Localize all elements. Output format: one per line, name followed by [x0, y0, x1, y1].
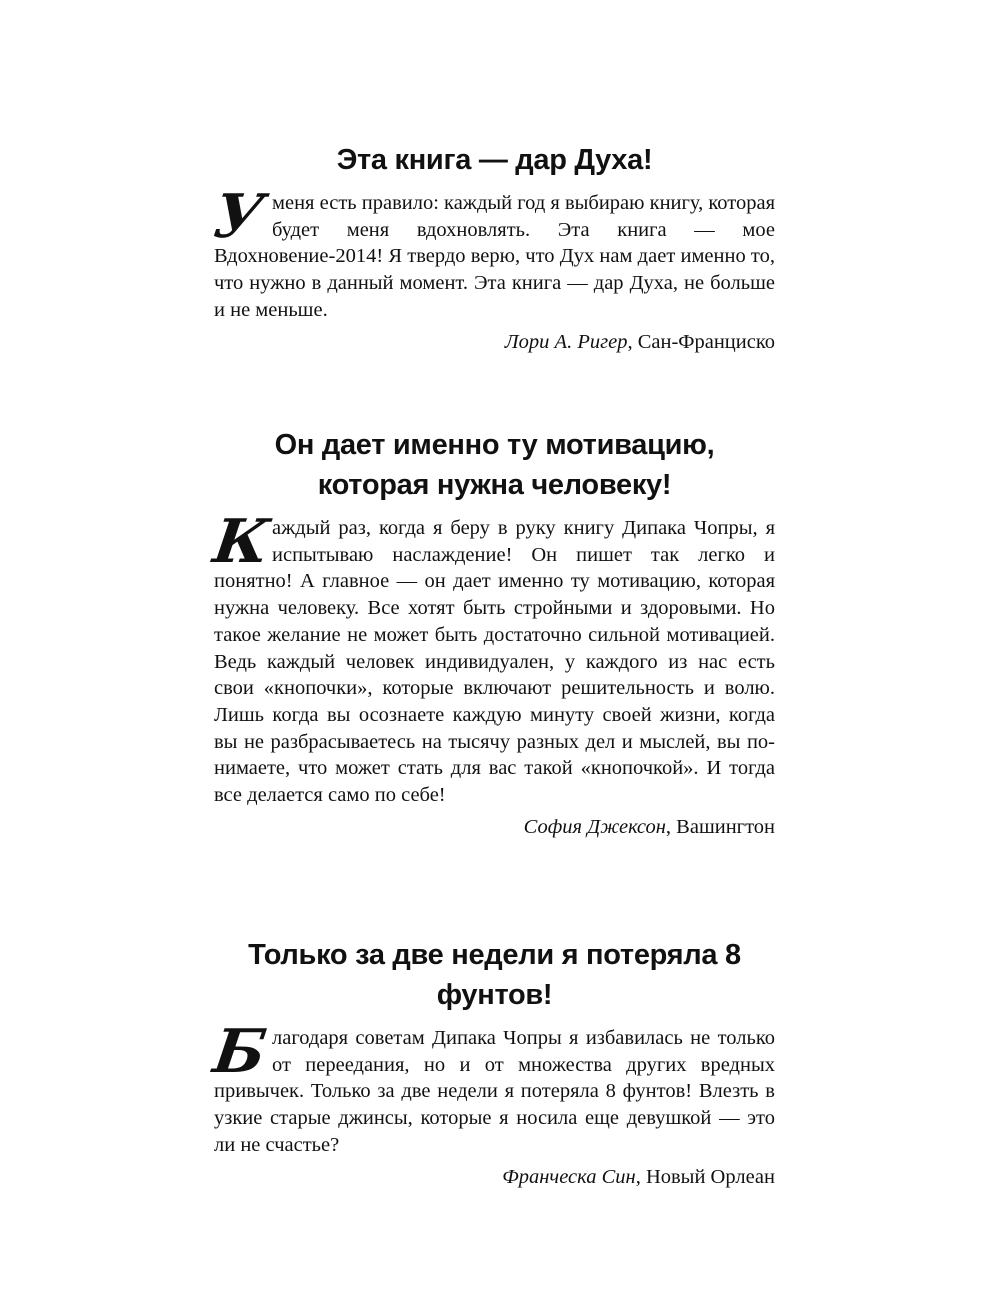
testimonial-1 — [209, 140, 775, 356]
testimonial-3 — [209, 935, 775, 1191]
testimonial-text: К аждый раз, когда я беру в руку книгу Дипака Чопры, я испытываю наслаждение! Он пишет так легко и понятно! А главное — он дает именно ту мотивацию, которая нужна человеку. Все хотят быть стройными и здоровыми. Но такое желание не может быть достаточно сильной мотивацией. Ведь каждый человек индивидуален, у каждого из нас есть свои «кнопочки», которые включают решительность и волю. Лишь когда вы осознаете каждую минуту своей жизни, когда вы не разбрасываетесь на тысячу разных дел и мыслей, вы понимаете, что может стать для вас такой «кнопочкой». И тогда все делается само по себе! — [209, 507, 775, 807]
testimonial-signature — [214, 328, 775, 356]
author-city: , Сан-Франциско — [627, 330, 775, 353]
author-name: София Джексон — [523, 815, 666, 838]
author-city: , Новый Орлеан — [635, 1165, 775, 1188]
testimonial-text: Благодаря советам Дипака Чопры я избавилась не только от переедания, но и от множества других вредных привычек. Только за две недели я потеряла 8 фунтов! Влезть в узкие старые джинсы, которые я носила еще девушкой — это ли не счастье? — [209, 1017, 775, 1156]
author-name: Лори А. Ригер — [504, 330, 628, 353]
testimonial-signature — [214, 1163, 775, 1191]
drop-cap: У — [209, 182, 268, 252]
testimonial-signature — [214, 813, 775, 841]
author-city: , Вашингтон — [665, 815, 775, 838]
testimonial-text: Уменя есть правило: каждый год я выбираю книгу, которая будет меня вдохновлять. Эта книга — мое Вдохновение-2014! Я твердо верю, что Дух нам дает именно то, что нужно в данный момент. Эта книга — дар Духа, не больше и не меньше. — [209, 182, 775, 321]
drop-cap: К — [209, 507, 274, 577]
author-name: Франческа Син — [502, 1165, 636, 1188]
testimonial-2 — [209, 425, 775, 841]
testimonial-title: Он дает именно ту мотивацию, которая нужна человеку! — [274, 429, 715, 501]
testimonial-title: Эта книга — дар Духа! — [336, 144, 653, 176]
drop-cap: Б — [209, 1017, 271, 1087]
testimonial-title: Только за две недели я потеряла 8 фунтов! — [248, 939, 741, 1011]
